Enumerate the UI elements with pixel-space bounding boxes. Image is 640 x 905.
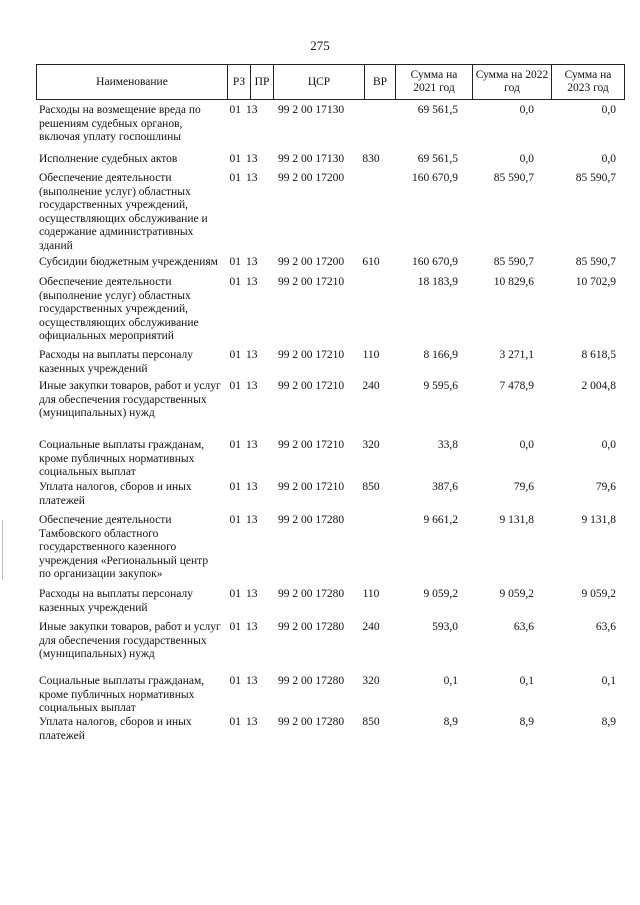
row-vr: 320 xyxy=(362,675,380,687)
table-row xyxy=(36,153,616,167)
row-csr: 99 2 00 17210 xyxy=(277,481,345,493)
row-name: Уплата налогов, сборов и иных платежей xyxy=(39,716,192,742)
row-pr: 13 xyxy=(246,104,258,116)
table-row xyxy=(36,439,616,480)
table-row xyxy=(36,716,616,743)
row-pr: 13 xyxy=(246,153,258,165)
row-sum-2022: 3 271,1 xyxy=(499,349,534,361)
row-rz: 01 xyxy=(229,172,241,184)
row-sum-2023: 10 702,9 xyxy=(575,276,616,288)
row-name: Обеспечение деятельности Тамбовского областного государственного казенного учреждения «Региональный центр по организации закупок» xyxy=(39,514,209,580)
row-csr: 99 2 00 17200 xyxy=(277,256,345,268)
row-csr: 99 2 00 17130 xyxy=(277,153,345,165)
row-pr: 13 xyxy=(246,380,258,392)
row-name: Уплата налогов, сборов и иных платежей xyxy=(39,481,192,507)
table-row xyxy=(36,276,616,344)
row-sum-2022: 85 590,7 xyxy=(493,172,534,184)
row-csr: 99 2 00 17210 xyxy=(277,439,345,451)
row-sum-2022: 10 829,6 xyxy=(493,276,534,288)
row-sum-2022: 0,0 xyxy=(519,104,534,116)
header-sum-2021: Сумма на 2021 год xyxy=(396,65,473,100)
row-rz: 01 xyxy=(229,514,241,526)
header-pr: ПР xyxy=(251,65,274,100)
row-sum-2021: 8 166,9 xyxy=(423,349,458,361)
row-sum-2023: 0,0 xyxy=(601,104,616,116)
row-vr: 610 xyxy=(362,256,380,268)
row-sum-2022: 0,1 xyxy=(519,675,534,687)
row-rz: 01 xyxy=(229,675,241,687)
table-row xyxy=(36,104,616,145)
row-rz: 01 xyxy=(229,716,241,728)
row-rz: 01 xyxy=(229,153,241,165)
row-sum-2021: 33,8 xyxy=(437,439,458,451)
row-sum-2021: 9 661,2 xyxy=(423,514,458,526)
table-row xyxy=(36,514,616,582)
row-pr: 13 xyxy=(246,716,258,728)
row-name: Социальные выплаты гражданам, кроме публичных нормативных социальных выплат xyxy=(39,675,205,714)
row-sum-2023: 0,0 xyxy=(601,439,616,451)
row-rz: 01 xyxy=(229,481,241,493)
header-sum-2023: Сумма на 2023 год xyxy=(552,65,625,100)
row-csr: 99 2 00 17280 xyxy=(277,675,345,687)
row-sum-2022: 9 131,8 xyxy=(499,514,534,526)
row-vr: 320 xyxy=(362,439,380,451)
table-row xyxy=(36,172,616,253)
header-vr: ВР xyxy=(365,65,396,100)
row-name: Расходы на выплаты персоналу казенных учреждений xyxy=(39,588,193,614)
header-csr: ЦСР xyxy=(274,65,365,100)
header-name: Наименование xyxy=(37,65,228,100)
row-sum-2023: 0,0 xyxy=(601,153,616,165)
row-sum-2021: 0,1 xyxy=(443,675,458,687)
row-vr: 110 xyxy=(362,349,380,361)
row-csr: 99 2 00 17200 xyxy=(277,172,345,184)
row-sum-2022: 0,0 xyxy=(519,439,534,451)
row-sum-2023: 79,6 xyxy=(595,481,616,493)
scan-edge-mark xyxy=(2,520,3,580)
row-sum-2023: 85 590,7 xyxy=(575,172,616,184)
row-name: Иные закупки товаров, работ и услуг для обеспечения государственных (муниципальных) нужд xyxy=(39,380,221,419)
row-vr: 110 xyxy=(362,588,380,600)
row-csr: 99 2 00 17210 xyxy=(277,380,345,392)
row-vr: 850 xyxy=(362,716,380,728)
row-sum-2022: 0,0 xyxy=(519,153,534,165)
row-pr: 13 xyxy=(246,349,258,361)
row-rz: 01 xyxy=(229,439,241,451)
row-sum-2023: 9 059,2 xyxy=(581,588,616,600)
row-name: Расходы на возмещение вреда по решениям судебных органов, включая уплату госпошлины xyxy=(39,104,201,143)
row-rz: 01 xyxy=(229,276,241,288)
row-pr: 13 xyxy=(246,588,258,600)
table-row xyxy=(36,481,616,508)
row-sum-2021: 18 183,9 xyxy=(417,276,458,288)
row-sum-2023: 85 590,7 xyxy=(575,256,616,268)
row-vr: 830 xyxy=(362,153,380,165)
table-row xyxy=(36,621,616,662)
table-row xyxy=(36,380,616,421)
row-name: Иные закупки товаров, работ и услуг для обеспечения государственных (муниципальных) нужд xyxy=(39,621,221,660)
header-rz: РЗ xyxy=(228,65,251,100)
row-pr: 13 xyxy=(246,514,258,526)
row-sum-2023: 2 004,8 xyxy=(581,380,616,392)
row-name: Субсидии бюджетным учреждениям xyxy=(39,256,218,268)
row-pr: 13 xyxy=(246,675,258,687)
row-csr: 99 2 00 17210 xyxy=(277,349,345,361)
row-sum-2021: 9 059,2 xyxy=(423,588,458,600)
page-number: 275 xyxy=(310,38,330,53)
header-sum-2022: Сумма на 2022 год xyxy=(473,65,552,100)
row-rz: 01 xyxy=(229,588,241,600)
row-sum-2023: 63,6 xyxy=(595,621,616,633)
row-sum-2023: 0,1 xyxy=(601,675,616,687)
row-rz: 01 xyxy=(229,380,241,392)
table-row xyxy=(36,256,616,270)
row-sum-2022: 63,6 xyxy=(513,621,534,633)
row-vr: 240 xyxy=(362,621,380,633)
row-pr: 13 xyxy=(246,256,258,268)
row-pr: 13 xyxy=(246,172,258,184)
row-sum-2022: 85 590,7 xyxy=(493,256,534,268)
row-sum-2021: 160 670,9 xyxy=(412,256,458,268)
row-csr: 99 2 00 17280 xyxy=(277,621,345,633)
row-pr: 13 xyxy=(246,439,258,451)
row-sum-2021: 69 561,5 xyxy=(417,153,458,165)
row-csr: 99 2 00 17280 xyxy=(277,588,345,600)
row-sum-2022: 79,6 xyxy=(513,481,534,493)
row-sum-2022: 7 478,9 xyxy=(499,380,534,392)
row-rz: 01 xyxy=(229,256,241,268)
row-sum-2023: 9 131,8 xyxy=(581,514,616,526)
row-csr: 99 2 00 17210 xyxy=(277,276,345,288)
table-header xyxy=(36,64,625,100)
row-rz: 01 xyxy=(229,104,241,116)
row-vr: 850 xyxy=(362,481,380,493)
row-sum-2022: 9 059,2 xyxy=(499,588,534,600)
row-vr: 240 xyxy=(362,380,380,392)
table-row xyxy=(36,588,616,615)
row-csr: 99 2 00 17280 xyxy=(277,514,345,526)
row-name: Исполнение судебных актов xyxy=(39,153,178,165)
row-csr: 99 2 00 17130 xyxy=(277,104,345,116)
row-sum-2023: 8,9 xyxy=(601,716,616,728)
row-sum-2021: 8,9 xyxy=(443,716,458,728)
row-pr: 13 xyxy=(246,276,258,288)
row-rz: 01 xyxy=(229,621,241,633)
row-name: Обеспечение деятельности (выполнение услуг) областных государственных учреждений, осуществляющих обслуживание и содержание административных зданий xyxy=(39,172,208,252)
row-rz: 01 xyxy=(229,349,241,361)
row-sum-2021: 593,0 xyxy=(432,621,458,633)
row-csr: 99 2 00 17280 xyxy=(277,716,345,728)
row-sum-2021: 69 561,5 xyxy=(417,104,458,116)
table-row xyxy=(36,675,616,716)
row-sum-2023: 8 618,5 xyxy=(581,349,616,361)
row-sum-2021: 9 595,6 xyxy=(423,380,458,392)
row-sum-2022: 8,9 xyxy=(519,716,534,728)
row-sum-2021: 160 670,9 xyxy=(412,172,458,184)
row-pr: 13 xyxy=(246,481,258,493)
row-name: Обеспечение деятельности (выполнение услуг) областных государственных учреждений, осуществляющих обслуживание официальных мероприятий xyxy=(39,276,199,342)
row-pr: 13 xyxy=(246,621,258,633)
row-name: Расходы на выплаты персоналу казенных учреждений xyxy=(39,349,193,375)
table-row xyxy=(36,349,616,376)
row-name: Социальные выплаты гражданам, кроме публичных нормативных социальных выплат xyxy=(39,439,205,478)
row-sum-2021: 387,6 xyxy=(432,481,458,493)
